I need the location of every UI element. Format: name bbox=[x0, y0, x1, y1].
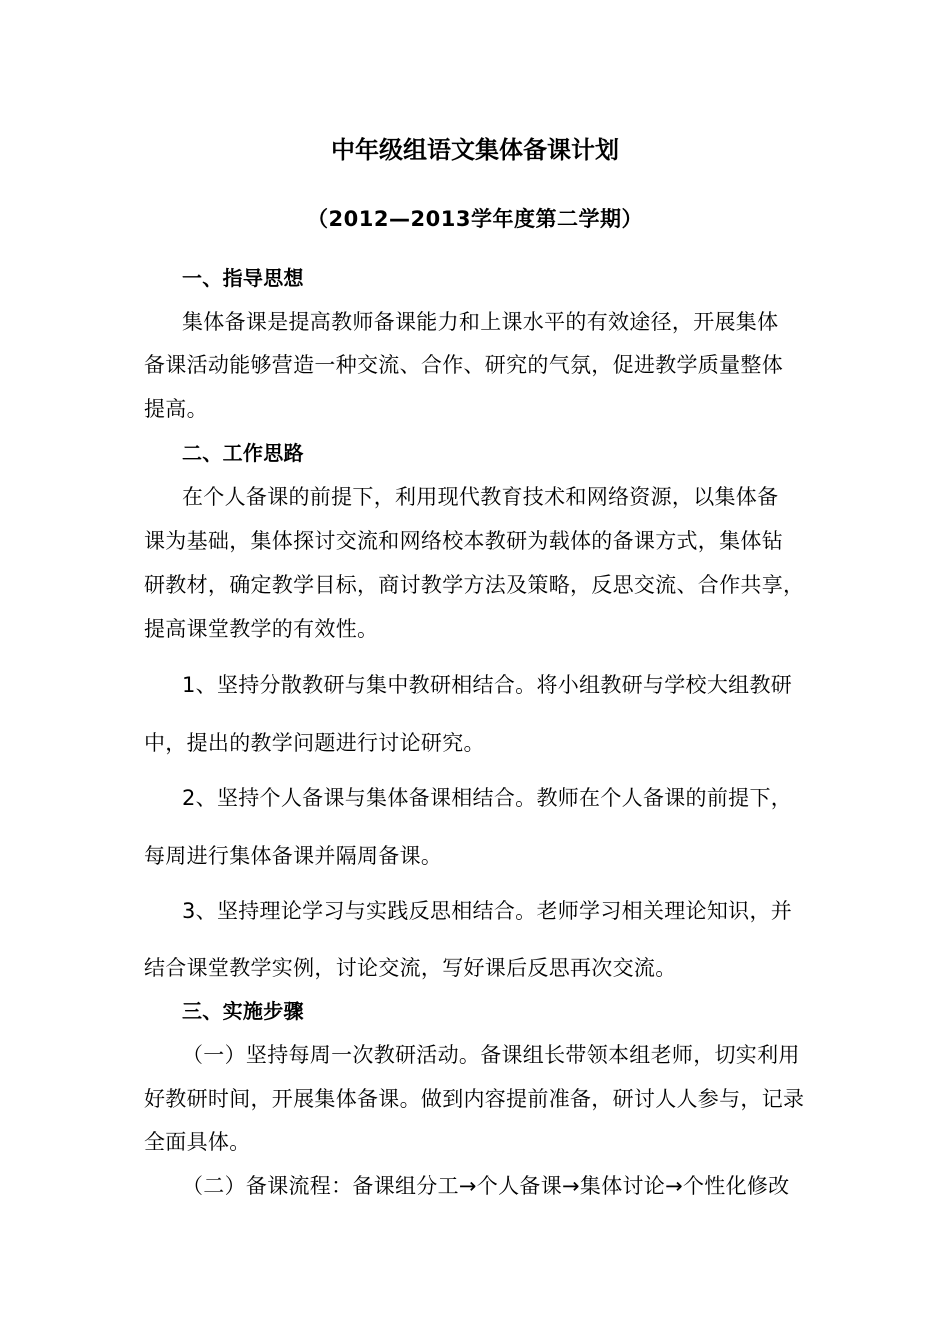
point-2-line: 2、坚持个人备课与集体备课相结合。教师在个人备课的前提下， bbox=[182, 786, 793, 810]
point-3-line: 3、坚持理论学习与实践反思相结合。老师学习相关理论知识，并 bbox=[182, 899, 793, 923]
point-3-line: 结合课堂教学实例，讨论交流，写好课后反思再次交流。 bbox=[144, 956, 677, 980]
document-title: 中年级组语文集体备课计划 bbox=[331, 136, 619, 164]
paragraph-line: 在个人备课的前提下，利用现代教育技术和网络资源，以集体备 bbox=[182, 485, 779, 509]
paragraph-line: 集体备课是提高教师备课能力和上课水平的有效途径，开展集体 bbox=[182, 310, 779, 334]
paragraph-line: （二）备课流程：备课组分工→个人备课→集体讨论→个性化修改 bbox=[182, 1174, 790, 1198]
paragraph-line: 课为基础，集体探讨交流和网络校本教研为载体的备课方式，集体钻 bbox=[144, 529, 783, 553]
paragraph-line: 提高课堂教学的有效性。 bbox=[144, 617, 379, 641]
paragraph-line: 备课活动能够营造一种交流、合作、研究的气氛，促进教学质量整体 bbox=[144, 353, 783, 377]
point-1-line: 中，提出的教学问题进行讨论研究。 bbox=[144, 731, 485, 755]
section-heading-implementation-steps: 三、实施步骤 bbox=[182, 999, 304, 1023]
paragraph-line: 提高。 bbox=[144, 397, 208, 421]
paragraph-line: （一）坚持每周一次教研活动。备课组长带领本组老师，切实利用 bbox=[182, 1043, 800, 1067]
paragraph-line: 研教材，确定教学目标，商讨教学方法及策略，反思交流、合作共享， bbox=[144, 573, 805, 597]
point-2-line: 每周进行集体备课并隔周备课。 bbox=[144, 844, 443, 868]
section-heading-work-ideas: 二、工作思路 bbox=[182, 441, 304, 465]
paragraph-line: 好教研时间，开展集体备课。做到内容提前准备，研讨人人参与，记录 bbox=[144, 1087, 805, 1111]
point-1-line: 1、坚持分散教研与集中教研相结合。将小组教研与学校大组教研 bbox=[182, 673, 793, 697]
section-heading-guiding-ideology: 一、指导思想 bbox=[182, 266, 304, 290]
document-subtitle: （2012—2013学年度第二学期） bbox=[307, 207, 643, 231]
paragraph-line: 全面具体。 bbox=[144, 1130, 251, 1154]
